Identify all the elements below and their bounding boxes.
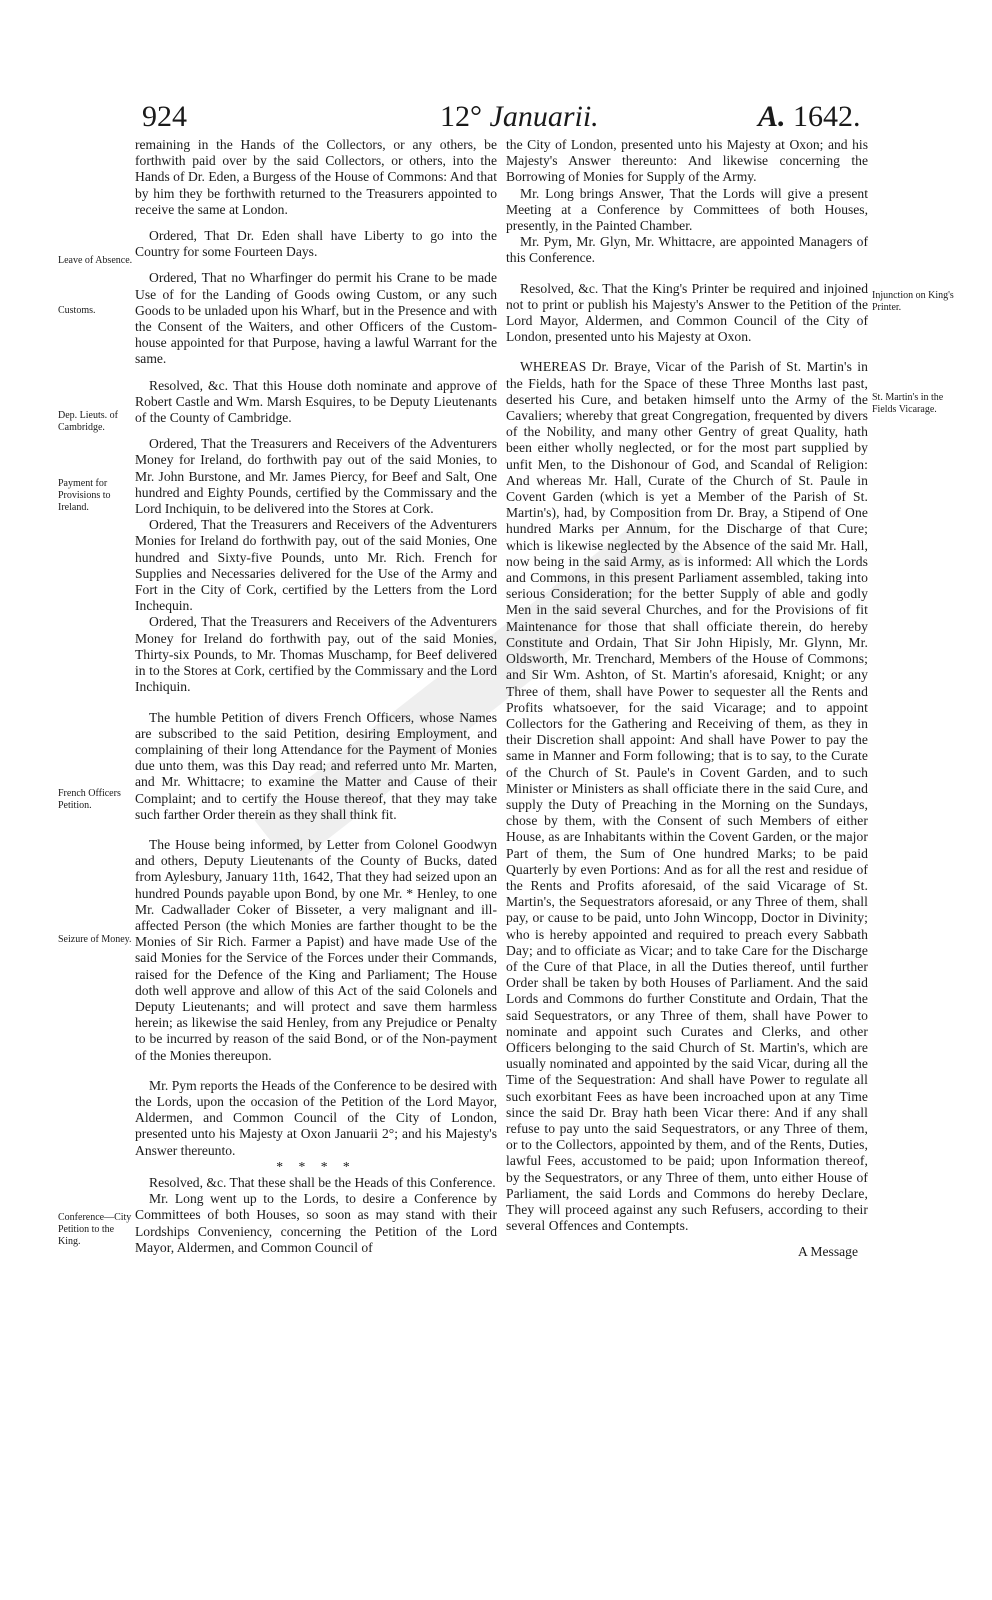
margin-note-payment-ireland: Payment for Provisions to Ireland. xyxy=(58,478,111,513)
margin-note-french-officers: French Officers Petition. xyxy=(58,788,121,811)
date-word: Januarii. xyxy=(489,100,599,133)
paragraph: Mr. Long went up to the Lords, to desire a Conference by Committees of both Houses, so soon as may stand with their Lordships Conveniency, concerning the Petition of the Lord Mayor, Aldermen, and Common Council of xyxy=(135,1191,497,1255)
whereas-ordinance: WHEREAS Dr. Braye, Vicar of the Parish of St. Martin's in the Fields, hath for the Space of these Three Months last past, deserted his Cure, and betaken himself unto the Army of the Cavaliers; whereby that great Congregation, frequented by divers of the Nobility, and many other Gentry of great Quality, hath been either wholly neglected, or for the most part supplied by unfit Men, to the Dishonour of God, and Scandal of Religion: And whereas Mr. Hall, Curate of the Church of St. Paule in Covent Garden (which is yet a Member of the Parish of St. Martin's), had, by Composition from Dr. Bray, a Stipend of One hundred Marks per Annum, for the Discharge of that Cure; which is likewise neglected by the Absence of the said Mr. Hall, now being in the said Army, as is informed: All which the Lords and Commons, in this present Parliament assembled, taking into serious Consideration; for the better Supply of able and godly Men in the said several Churches, and for the Provisions of fit Maintenance for those that shall officiate therein, do hereby Constitute and Ordain, That Sir John Hipisly, Mr. Glynn, Mr. Oldsworth, Mr. Trenchard, Members of the House of Commons; and Sir Wm. Ashton, of St. Martin's aforesaid, Knight; or any Three of them, shall have Power to sequester all the Rents and Profits whatsoever, for the said Vicarage; and to appoint Collectors for the Gathering and Receiving of them, as they in their Discretion shall appoint: And shall have Power to pay the same in Manner and Form following; that is to say, to the Curate of the Church of St. Paule's in Covent Garden, and to such Minister or Ministers as shall officiate there in the said Cure, and supply the Duty of Preaching in the Morning on the Sundays, chose by them, with the Consent of such Members of either House, as are Inhabitants within the Covent Garden, or the major Part of them, the Sum of One hundred Marks; to be paid Quarterly by even Portions: And as for all the rest and residue of the Rents and Profits aforesaid, of the said Vicarage of St. Martin's, the Sequestrators aforesaid, or any Three of them, shall pay, or cause to be paid, unto John Wincopp, Doctor in Divinity; who is hereby appointed and required to preach every Sabbath Day; and to officiate as Vicar; and to take Care for the Discharge of the Cure of that Place, in all the Duties thereof, until further Order shall be taken by both Houses of Parliament. And the said Lords and Commons do further Constitute and Ordain, That the said Sequestrators, or any Three of them, shall have Power to nominate and appoint such Curates and Clerks, and other Officers belonging to the said Church of St. Martin's, which are usually nominated and appointed by the said Vicar, during all the Time of the Sequestration: And shall have Power to regulate all such exorbitant Fees as have been incroached upon at any Time since the said Dr. Bray hath been Vicar there: And if any shall refuse to pay unto the said Sequestrators, or any Three of them, or to the Collectors, appointed by them, and of the Rents, Duties, lawful Fees, accustomed to be paid; upon Information thereof, by the Sequestrators, or any Three of them, unto either House of Parliament, the said Lords and Commons do hereby Declare, They will proceed against any such Refusers, according to their several Offences and Contempts. xyxy=(506,359,868,1234)
paragraph: Ordered, That the Treasurers and Receivers of the Adventurers Money for Ireland do forthwith pay, out of the said Monies, Thirty-six Pounds, to Mr. Thomas Muschamp, for Beef delivered in to the Stores at Cork, certified by the Commissary and the Lord Inchiquin. xyxy=(135,614,497,695)
margin-note-conference: Conference—City Petition to the King. xyxy=(58,1212,132,1247)
page-number: 924 xyxy=(142,100,187,133)
catchword: A Message xyxy=(797,1244,858,1260)
paragraph: The House being informed, by Letter from Colonel Goodwyn and others, Deputy Lieutenants of the County of Bucks, dated from Aylesbury, January 11th, 1642, That they had seized upon an hundred Pounds payable upon Bond, by one Mr. * Henley, to one Mr. Cadwallader Coker of Bisseter, a very malignant and ill-affected Person (the which Monies are farther thought to be the Monies of Sir Rich. Farmer a Papist) and have made Use of the said Monies for the Service of the Forces under their Commands, raised for the Defence of the King and Parliament; The House doth well approve and allow of this Act of the said Colonels and Deputy Lieutenants; and will protect and save them harmless herein; as likewise the said Henley, from any Prejudice or Penalty to be incurred by reason of the said Bond, or of the Non-payment of the Monies thereupon. xyxy=(135,836,497,1063)
running-year xyxy=(758,100,861,134)
margin-note-st-martins: St. Martin's in the Fields Vicarage. xyxy=(872,392,944,415)
paragraph: the City of London, presented unto his Majesty at Oxon; and his Majesty's Answer thereunto: And likewise concerning the Borrowing of Monies for Supply of the Army. xyxy=(506,137,868,185)
running-date xyxy=(440,100,599,134)
paragraph: Ordered, That the Treasurers and Receivers of the Adventurers Money for Ireland, do forthwith pay out of the said Monies, to Mr. John Burstone, and Mr. James Piercy, for Beef and Salt, One hundred and Eighty Pounds, certified by the Commissary and the Lord Inchiquin, to be delivered into the Stores at Cork. xyxy=(135,436,497,517)
right-column xyxy=(506,137,868,1271)
paragraph: remaining in the Hands of the Collectors, or any others, be forthwith paid over by the said Collectors, or others, into the Hands of Dr. Eden, a Burgess of the House of Commons: And that by him they be forthwith returned to the Treasurers appointed to receive the same at London. xyxy=(135,137,497,217)
date-number: 12° xyxy=(440,100,482,133)
year-number: 1642. xyxy=(793,100,861,133)
paragraph: Ordered, That Dr. Eden shall have Liberty to go into the Country for some Fourteen Days. xyxy=(135,228,497,260)
margin-note-injunction: Injunction on King's Printer. xyxy=(872,290,954,313)
margin-note-deputy-lieutenants: Dep. Lieuts. of Cambridge. xyxy=(58,410,118,433)
asterisks: * * * * xyxy=(276,1158,356,1174)
paragraph: Ordered, That the Treasurers and Receivers of the Adventurers Monies for Ireland do forthwith pay, out of the said Monies, One hundred and Sixty-five Pounds, unto Mr. Rich. French for Supplies and Necessaries delivered for the Use of the Army and Fort in the City of Cork, certified by the Letters from the Lord Inchequin. xyxy=(135,517,497,614)
paragraph: Resolved, &c. That these shall be the Heads of this Conference. xyxy=(149,1174,496,1190)
margin-note-leave-of-absence: Leave of Absence. xyxy=(58,255,133,266)
margin-note-customs: Customs. xyxy=(58,305,96,316)
paragraph: The humble Petition of divers French Officers, whose Names are subscribed to the said Petition, desiring Employment, and complaining of their long Attendance for the Payment of Monies due unto them, was this Day read; and referred unto Mr. Marten, and Mr. Whittacre; to examine the Matter and Cause of their Complaint; and to certify the House thereof, that they may take such farther Order therein as they shall think fit. xyxy=(135,709,497,822)
paragraph: Resolved, &c. That this House doth nominate and approve of Robert Castle and Wm. Marsh Esquires, to be Deputy Lieutenants of the County of Cambridge. xyxy=(135,377,497,426)
page-header xyxy=(0,100,992,140)
paragraph: Resolved, &c. That the King's Printer be required and injoined not to print or publish his Majesty's Answer to the Petition of the Lord Mayor, Aldermen, and Common Council of the City of London, presented unto his Majesty at Oxon. xyxy=(506,280,868,345)
paragraph: Mr. Long brings Answer, That the Lords will give a present Meeting at a Conference by Committees of both Houses, presently, in the Painted Chamber. xyxy=(506,185,868,234)
paragraph: Mr. Pym reports the Heads of the Conference to be desired with the Lords, upon the occasion of the Petition of the Lord Mayor, Aldermen, and Common Council of the City of London, presented unto his Majesty at Oxon Januarii 2°; and his Majesty's Answer thereunto. xyxy=(135,1077,497,1158)
margin-note-seizure-of-money: Seizure of Money. xyxy=(58,934,132,945)
left-column xyxy=(135,137,497,1256)
year-letter: A. xyxy=(758,100,786,133)
paragraph: Mr. Pym, Mr. Glyn, Mr. Whittacre, are appointed Managers of this Conference. xyxy=(506,234,868,266)
paragraph: Ordered, That no Wharfinger do permit his Crane to be made Use of for the Landing of Goods owing Custom, or any such Goods to be unladed upon his Wharf, but in the Presence and with the Consent of the Waiters, and other Officers of the Custom-house appointed for that Purpose, having a lawful Warrant for the same. xyxy=(135,270,497,367)
